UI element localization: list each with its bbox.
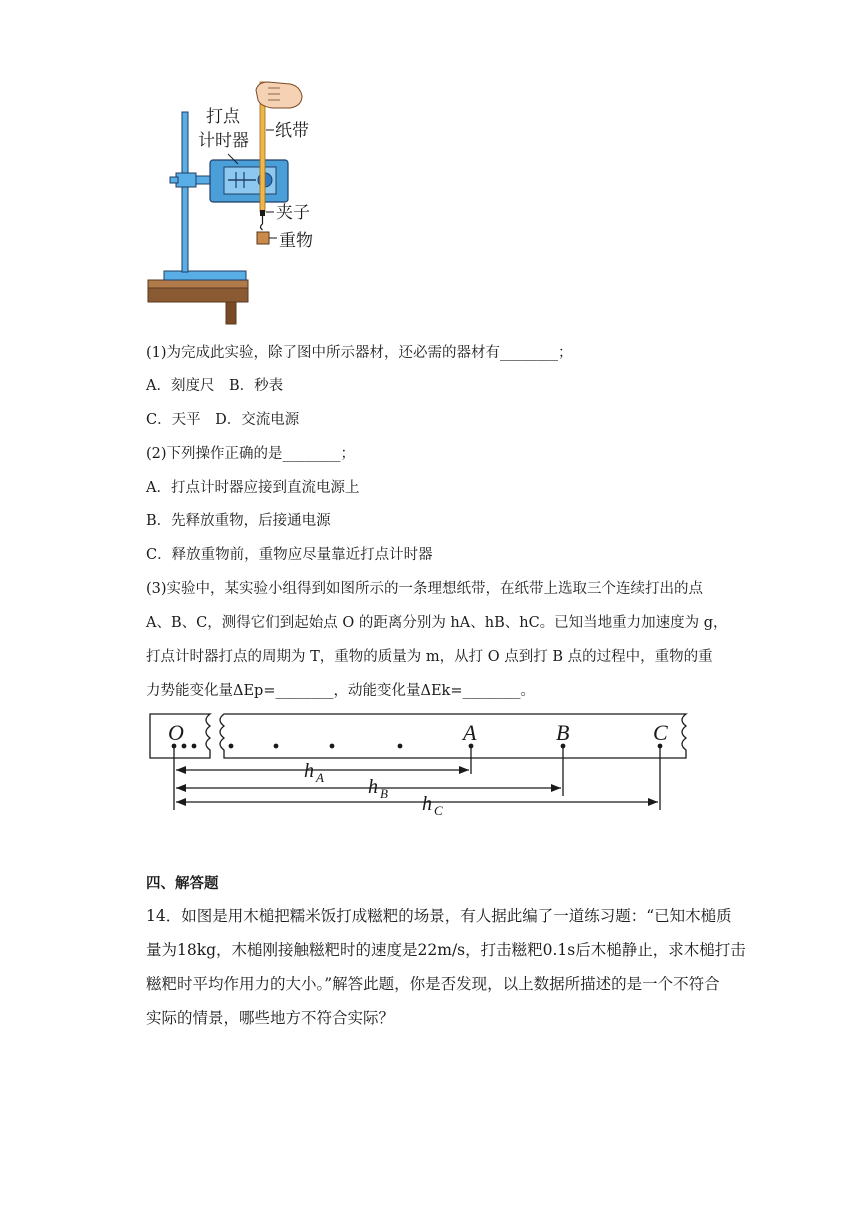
q2-option-c: C．释放重物前，重物应尽量靠近打点计时器 (146, 547, 433, 563)
svg-text:C: C (434, 803, 443, 818)
point-label-b: B (556, 720, 570, 745)
tape-right-segment (220, 714, 686, 758)
q14-line-1: 14．如图是用木槌把糯米饭打成糍粑的场景，有人据此编了一道练习题：“已知木槌质 (146, 907, 732, 925)
label-timer-2: 计时器 (198, 131, 249, 151)
q2-stem: (2)下列操作正确的是________； (146, 446, 356, 462)
point-label-c: C (653, 720, 668, 745)
svg-text:h: h (368, 776, 378, 798)
q2-option-b: B．先释放重物，后接通电源 (146, 513, 331, 529)
q3-line-4: 力势能变化量ΔEp=________，动能变化量ΔEk=________。 (146, 683, 535, 699)
stand-base (164, 271, 246, 280)
dot-4 (274, 744, 279, 749)
table-top (148, 280, 248, 288)
point-label-o: O (168, 720, 184, 745)
q1-options-cd: C．天平 D．交流电源 (146, 412, 300, 428)
q3-line-3: 打点计时器打点的周期为 T，重物的质量为 m，从打 O 点到打 B 点的过程中，重物的重 (146, 649, 713, 665)
tape-figure (140, 706, 700, 818)
clip (260, 210, 265, 216)
label-weight: 重物 (279, 231, 313, 251)
stand-clamp (176, 173, 196, 187)
dot-3 (229, 744, 234, 749)
label-clip: 夹子 (276, 203, 310, 223)
table-edge (148, 288, 248, 302)
arrow-h-c (176, 798, 658, 806)
label-h-a (304, 760, 324, 785)
clamp-rod (196, 176, 210, 184)
point-label-a: A (463, 720, 477, 745)
label-timer-1: 打点 (206, 107, 240, 127)
svg-text:B: B (380, 786, 388, 801)
q1-options-ab: A．刻度尺 B．秒表 (146, 378, 284, 394)
weight (257, 232, 269, 244)
q2-option-a: A．打点计时器应接到直流电源上 (146, 480, 360, 496)
dot-2 (192, 744, 197, 749)
svg-text:h: h (422, 793, 432, 815)
svg-text:h: h (304, 760, 314, 782)
hand (256, 82, 302, 108)
label-h-c (422, 793, 443, 818)
dot-5 (330, 744, 335, 749)
section-heading: 四、解答题 (146, 875, 219, 892)
q14-line-2: 量为18kg，木槌刚接触糍粑时的速度是22m/s，打击糍粑0.1s后木槌静止，求木槌打击 (146, 941, 746, 959)
clamp-screw (170, 177, 178, 183)
q14-line-3: 糍粑时平均作用力的大小。”解答此题，你是否发现，以上数据所描述的是一个不符合 (146, 975, 720, 993)
q3-line-2: A、B、C，测得它们到起始点 O 的距离分别为 hA、hB、hC。已知当地重力加速度为 g， (146, 615, 728, 631)
q14-line-4: 实际的情景，哪些地方不符合实际？ (146, 1009, 395, 1027)
dot-6 (398, 744, 403, 749)
svg-text:A: A (316, 770, 324, 785)
q3-line-1: (3)实验中，某实验小组得到如图所示的一条理想纸带，在纸带上选取三个连续打出的点 (146, 581, 704, 597)
q1-stem: (1)为完成此实验，除了图中所示器材，还必需的器材有________； (146, 345, 573, 361)
label-tape: 纸带 (275, 121, 309, 141)
table-leg (226, 302, 236, 324)
apparatus-figure (140, 76, 330, 326)
stand-pole (182, 112, 188, 272)
